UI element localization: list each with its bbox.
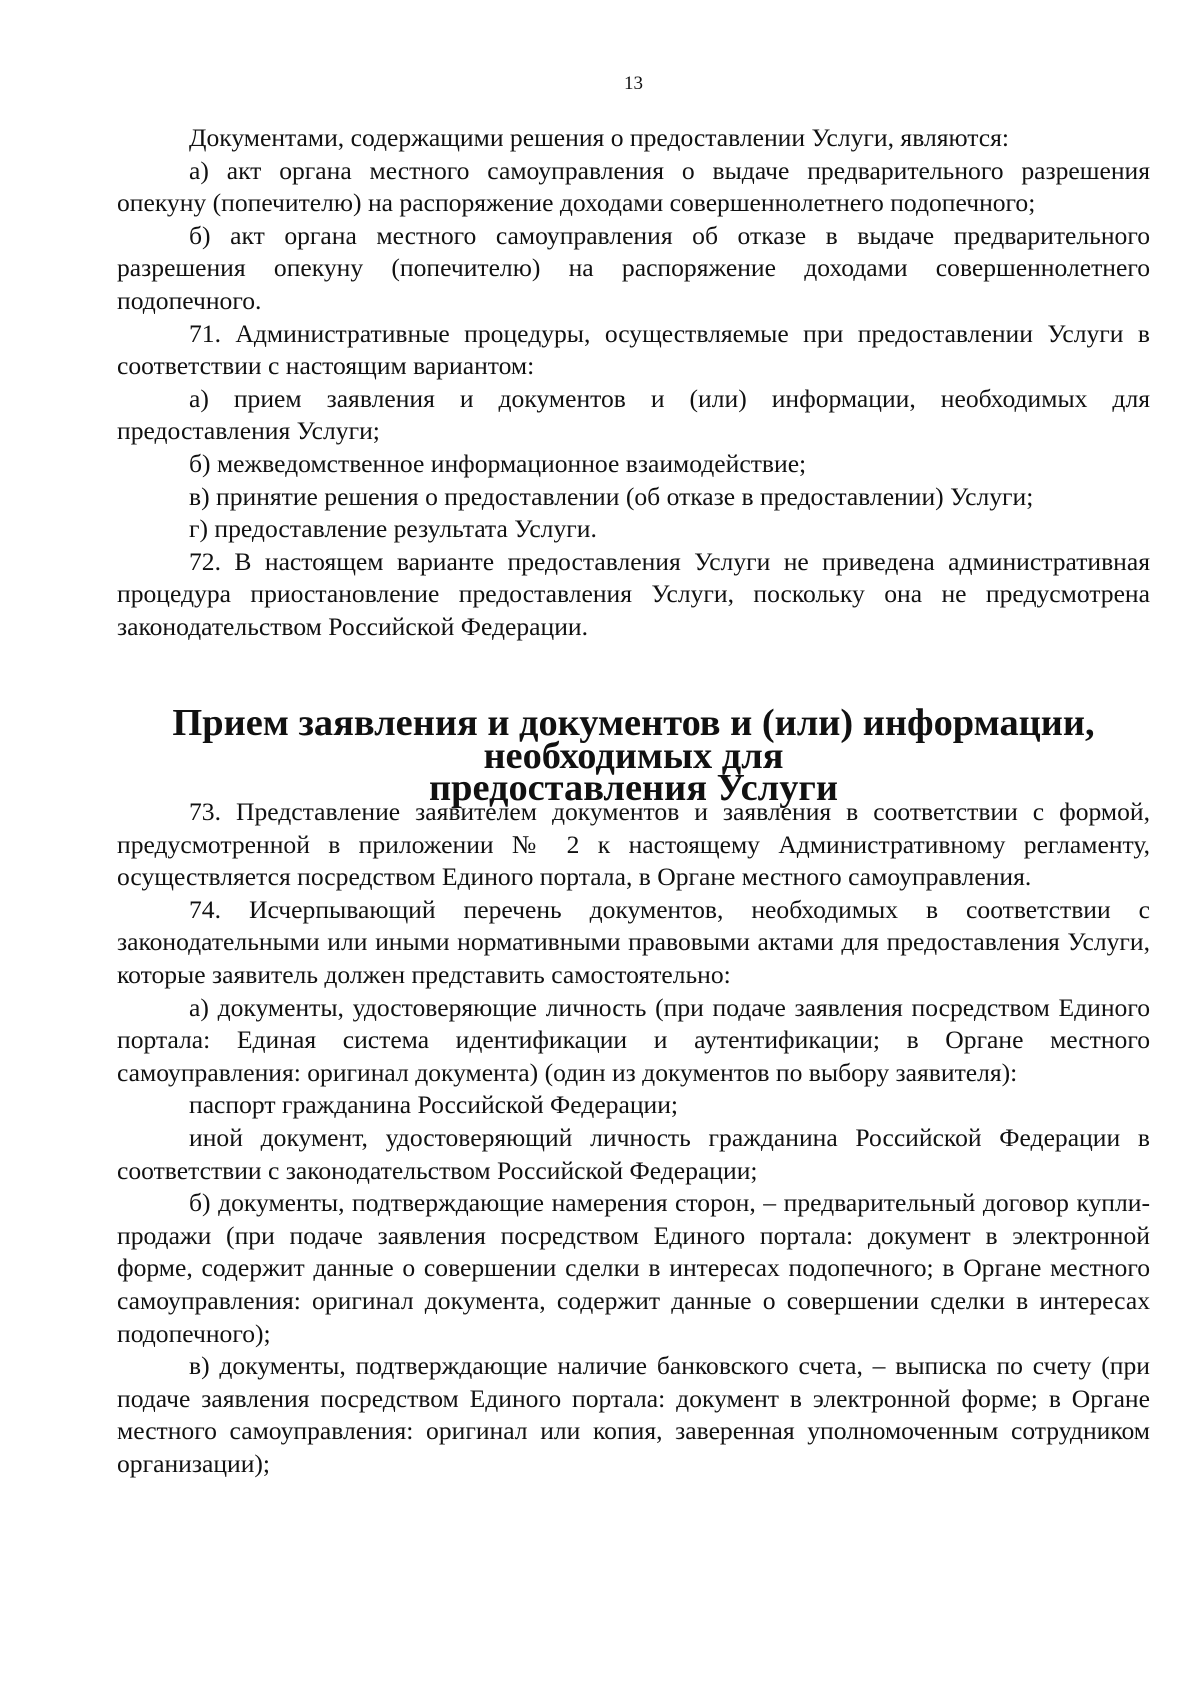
paragraph-74-item-a: а) документы, удостоверяющие личность (при подаче заявления посредством Единого портала: Единая система идентификации и аутентификации; в Органе местного самоуправления: оригинал документа) (один из документов по выбору заявителя): — [117, 992, 1150, 1087]
paragraph-74-other-id: иной документ, удостоверяющий личность гражданина Российской Федерации в соответствии с законодательством Российской Федерации; — [117, 1122, 1150, 1185]
paragraph-74-item-b: б) документы, подтверждающие намерения сторон, – предварительный договор купли-продажи (при подаче заявления посредством Единого портала: документ в электронной форме, содержит данные о совершении сделки в интересах подопечного; в Органе местного самоуправления: оригинал документа, содержит данные о совершении сделки в интересах подопечного); — [117, 1188, 1150, 1348]
paragraph-73: 73. Представление заявителем документов и заявления в соответствии с формой, предусмотренной в приложении № 2 к настоящему Административному регламенту, осуществляется посредством Единого портала, в Органе местного самоуправления. — [117, 797, 1150, 892]
paragraph-71-item-d: г) предоставление результата Услуги. — [189, 514, 597, 544]
paragraph-71-item-b: б) межведомственное информационное взаимодействие; — [189, 448, 807, 478]
section-heading — [117, 702, 1150, 810]
paragraph-71-item-a: а) прием заявления и документов и (или) информации, необходимых для предоставления Услуги; — [117, 383, 1150, 446]
paragraph-74: 74. Исчерпывающий перечень документов, необходимых в соответствии с законодательными или иными нормативными правовыми актами для предоставления Услуги, которые заявитель должен представить самостоятельно: — [117, 894, 1150, 989]
section-application-intake — [117, 796, 1150, 1480]
section-heading-line1: Прием заявления и документов и (или) информации, необходимых для — [172, 702, 1095, 777]
paragraph-71-item-c: в) принятие решения о предоставлении (об отказе в предоставлении) Услуги; — [189, 481, 1034, 511]
paragraph-item-a-grant-act: а) акт органа местного самоуправления о выдаче предварительного разрешения опекуну (попечителю) на распоряжение доходами совершеннолетнего подопечного; — [117, 155, 1150, 218]
paragraph-item-b-refusal-act: б) акт органа местного самоуправления об отказе в выдаче предварительного разрешения опекуну (попечителю) на распоряжение доходами совершеннолетнего подопечного. — [117, 220, 1150, 315]
paragraph-74-item-c: в) документы, подтверждающие наличие банковского счета, – выписка по счету (при подаче заявления посредством Единого портала: документ в электронной форме; в Органе местного самоуправления: оригинал или копия, заверенная уполномоченным сотрудником организации); — [117, 1351, 1150, 1478]
section-decisions-procedures — [117, 122, 1150, 644]
paragraph-71: 71. Административные процедуры, осуществляемые при предоставлении Услуги в соответствии с настоящим вариантом: — [117, 318, 1150, 381]
paragraph-decision-documents: Документами, содержащими решения о предоставлении Услуги, являются: — [189, 123, 1010, 152]
paragraph-74-passport: паспорт гражданина Российской Федерации; — [189, 1090, 679, 1120]
page-number: 13 — [624, 73, 643, 94]
section-heading-line2: предоставления Услуги — [429, 767, 838, 810]
paragraph-72: 72. В настоящем варианте предоставления Услуги не приведена административная процедура приостановление предоставления Услуги, поскольку она не предусмотрена законодательством Российской Федерации. — [117, 546, 1150, 641]
